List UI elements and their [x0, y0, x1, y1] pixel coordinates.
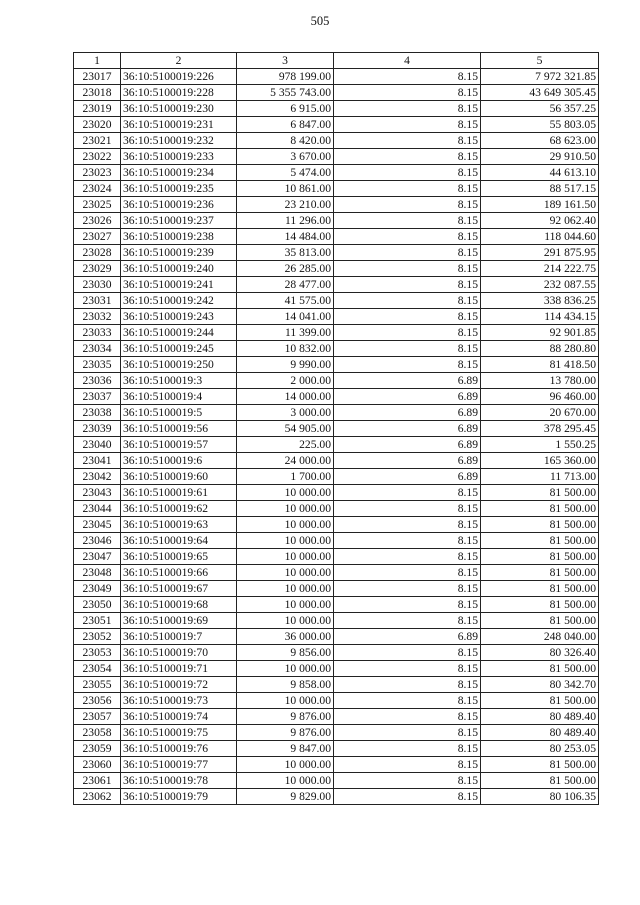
area-cell: 5 474.00: [237, 165, 334, 181]
value-cell: 7 972 321.85: [481, 69, 599, 85]
rate-cell: 8.15: [334, 277, 481, 293]
value-cell: 81 500.00: [481, 533, 599, 549]
table-row: [74, 117, 599, 133]
area-cell: 10 000.00: [237, 661, 334, 677]
cadastral-number-cell: 36:10:5100019:5: [121, 405, 237, 421]
area-cell: 11 399.00: [237, 325, 334, 341]
value-cell: 232 087.55: [481, 277, 599, 293]
row-number-cell: 23041: [74, 453, 121, 469]
row-number-cell: 23021: [74, 133, 121, 149]
value-cell: 13 780.00: [481, 373, 599, 389]
rate-cell: 8.15: [334, 213, 481, 229]
rate-cell: 8.15: [334, 501, 481, 517]
area-cell: 6 847.00: [237, 117, 334, 133]
table-row: [74, 485, 599, 501]
table-row: [74, 693, 599, 709]
row-number-cell: 23023: [74, 165, 121, 181]
cadastral-number-cell: 36:10:5100019:77: [121, 757, 237, 773]
table-body: [74, 69, 599, 805]
table-row: [74, 261, 599, 277]
area-cell: 10 000.00: [237, 757, 334, 773]
value-cell: 81 500.00: [481, 485, 599, 501]
row-number-cell: 23048: [74, 565, 121, 581]
table-row: [74, 325, 599, 341]
value-cell: 81 500.00: [481, 597, 599, 613]
area-cell: 54 905.00: [237, 421, 334, 437]
area-cell: 10 000.00: [237, 501, 334, 517]
cadastral-number-cell: 36:10:5100019:230: [121, 101, 237, 117]
rate-cell: 8.15: [334, 229, 481, 245]
row-number-cell: 23026: [74, 213, 121, 229]
cadastral-number-cell: 36:10:5100019:78: [121, 773, 237, 789]
value-cell: 378 295.45: [481, 421, 599, 437]
cadastral-number-cell: 36:10:5100019:232: [121, 133, 237, 149]
value-cell: 81 418.50: [481, 357, 599, 373]
area-cell: 26 285.00: [237, 261, 334, 277]
table-row: [74, 789, 599, 805]
row-number-cell: 23019: [74, 101, 121, 117]
area-cell: 24 000.00: [237, 453, 334, 469]
rate-cell: 8.15: [334, 197, 481, 213]
row-number-cell: 23062: [74, 789, 121, 805]
table-row: [74, 757, 599, 773]
table-row: [74, 389, 599, 405]
row-number-cell: 23027: [74, 229, 121, 245]
table-row: [74, 357, 599, 373]
cadastral-number-cell: 36:10:5100019:243: [121, 309, 237, 325]
rate-cell: 8.15: [334, 357, 481, 373]
row-number-cell: 23061: [74, 773, 121, 789]
page-number: 505: [310, 14, 330, 28]
value-cell: 114 434.15: [481, 309, 599, 325]
cadastral-number-cell: 36:10:5100019:240: [121, 261, 237, 277]
value-cell: 43 649 305.45: [481, 85, 599, 101]
cadastral-number-cell: 36:10:5100019:65: [121, 549, 237, 565]
table-row: [74, 373, 599, 389]
value-cell: 80 489.40: [481, 725, 599, 741]
table-row: [74, 549, 599, 565]
table-row: [74, 405, 599, 421]
table-row: [74, 165, 599, 181]
value-cell: 92 062.40: [481, 213, 599, 229]
row-number-cell: 23022: [74, 149, 121, 165]
value-cell: 81 500.00: [481, 565, 599, 581]
rate-cell: 8.15: [334, 341, 481, 357]
rate-cell: 8.15: [334, 613, 481, 629]
table-row: [74, 245, 599, 261]
cadastral-number-cell: 36:10:5100019:238: [121, 229, 237, 245]
area-cell: 10 000.00: [237, 533, 334, 549]
table-row: [74, 709, 599, 725]
rate-cell: 8.15: [334, 709, 481, 725]
table-row: [74, 517, 599, 533]
area-cell: 9 990.00: [237, 357, 334, 373]
cadastral-number-cell: 36:10:5100019:56: [121, 421, 237, 437]
value-cell: 44 613.10: [481, 165, 599, 181]
cadastral-number-cell: 36:10:5100019:244: [121, 325, 237, 341]
cadastral-number-cell: 36:10:5100019:233: [121, 149, 237, 165]
value-cell: 11 713.00: [481, 469, 599, 485]
table-row: [74, 101, 599, 117]
cadastral-number-cell: 36:10:5100019:63: [121, 517, 237, 533]
value-cell: 81 500.00: [481, 549, 599, 565]
row-number-cell: 23017: [74, 69, 121, 85]
rate-cell: 6.89: [334, 453, 481, 469]
cadastral-number-cell: 36:10:5100019:7: [121, 629, 237, 645]
area-cell: 9 876.00: [237, 725, 334, 741]
row-number-cell: 23049: [74, 581, 121, 597]
rate-cell: 8.15: [334, 165, 481, 181]
cadastral-number-cell: 36:10:5100019:62: [121, 501, 237, 517]
table-row: [74, 453, 599, 469]
row-number-cell: 23057: [74, 709, 121, 725]
table-row: [74, 229, 599, 245]
value-cell: 81 500.00: [481, 501, 599, 517]
rate-cell: 8.15: [334, 581, 481, 597]
table-row: [74, 581, 599, 597]
cadastral-number-cell: 36:10:5100019:70: [121, 645, 237, 661]
table-row: [74, 85, 599, 101]
rate-cell: 6.89: [334, 469, 481, 485]
rate-cell: 8.15: [334, 757, 481, 773]
rate-cell: 6.89: [334, 421, 481, 437]
row-number-cell: 23051: [74, 613, 121, 629]
row-number-cell: 23028: [74, 245, 121, 261]
table-row: [74, 741, 599, 757]
area-cell: 9 856.00: [237, 645, 334, 661]
value-cell: 81 500.00: [481, 693, 599, 709]
rate-cell: 8.15: [334, 533, 481, 549]
value-cell: 189 161.50: [481, 197, 599, 213]
row-number-cell: 23055: [74, 677, 121, 693]
column-header-2: 2: [121, 53, 237, 69]
value-cell: 81 500.00: [481, 773, 599, 789]
row-number-cell: 23053: [74, 645, 121, 661]
area-cell: 10 000.00: [237, 565, 334, 581]
rate-cell: 8.15: [334, 261, 481, 277]
cadastral-number-cell: 36:10:5100019:4: [121, 389, 237, 405]
rate-cell: 8.15: [334, 133, 481, 149]
area-cell: 225.00: [237, 437, 334, 453]
cadastral-number-cell: 36:10:5100019:241: [121, 277, 237, 293]
cadastral-number-cell: 36:10:5100019:61: [121, 485, 237, 501]
row-number-cell: 23044: [74, 501, 121, 517]
value-cell: 338 836.25: [481, 293, 599, 309]
cadastral-number-cell: 36:10:5100019:57: [121, 437, 237, 453]
table-row: [74, 197, 599, 213]
column-header-4: 4: [334, 53, 481, 69]
area-cell: 35 813.00: [237, 245, 334, 261]
cadastral-number-cell: 36:10:5100019:60: [121, 469, 237, 485]
table-row: [74, 133, 599, 149]
area-cell: 14 000.00: [237, 389, 334, 405]
row-number-cell: 23040: [74, 437, 121, 453]
table-header-row: [74, 53, 599, 69]
row-number-cell: 23058: [74, 725, 121, 741]
value-cell: 1 550.25: [481, 437, 599, 453]
row-number-cell: 23047: [74, 549, 121, 565]
row-number-cell: 23050: [74, 597, 121, 613]
table-row: [74, 501, 599, 517]
cadastral-value-table: [73, 52, 599, 805]
area-cell: 3 670.00: [237, 149, 334, 165]
rate-cell: 8.15: [334, 149, 481, 165]
value-cell: 214 222.75: [481, 261, 599, 277]
area-cell: 10 832.00: [237, 341, 334, 357]
cadastral-number-cell: 36:10:5100019:67: [121, 581, 237, 597]
column-header-5: 5: [481, 53, 599, 69]
value-cell: 96 460.00: [481, 389, 599, 405]
rate-cell: 8.15: [334, 693, 481, 709]
cadastral-number-cell: 36:10:5100019:71: [121, 661, 237, 677]
table-row: [74, 149, 599, 165]
cadastral-number-cell: 36:10:5100019:75: [121, 725, 237, 741]
area-cell: 11 296.00: [237, 213, 334, 229]
table-row: [74, 645, 599, 661]
value-cell: 92 901.85: [481, 325, 599, 341]
rate-cell: 8.15: [334, 325, 481, 341]
area-cell: 14 041.00: [237, 309, 334, 325]
rate-cell: 8.15: [334, 789, 481, 805]
table-row: [74, 613, 599, 629]
table-row: [74, 629, 599, 645]
value-cell: 29 910.50: [481, 149, 599, 165]
rate-cell: 8.15: [334, 677, 481, 693]
cadastral-number-cell: 36:10:5100019:72: [121, 677, 237, 693]
rate-cell: 8.15: [334, 181, 481, 197]
cadastral-number-cell: 36:10:5100019:64: [121, 533, 237, 549]
cadastral-number-cell: 36:10:5100019:73: [121, 693, 237, 709]
row-number-cell: 23024: [74, 181, 121, 197]
area-cell: 9 829.00: [237, 789, 334, 805]
row-number-cell: 23043: [74, 485, 121, 501]
rate-cell: 8.15: [334, 773, 481, 789]
rate-cell: 8.15: [334, 661, 481, 677]
rate-cell: 8.15: [334, 117, 481, 133]
cadastral-number-cell: 36:10:5100019:68: [121, 597, 237, 613]
row-number-cell: 23038: [74, 405, 121, 421]
value-cell: 88 517.15: [481, 181, 599, 197]
cadastral-number-cell: 36:10:5100019:226: [121, 69, 237, 85]
area-cell: 41 575.00: [237, 293, 334, 309]
row-number-cell: 23060: [74, 757, 121, 773]
row-number-cell: 23042: [74, 469, 121, 485]
value-cell: 81 500.00: [481, 613, 599, 629]
value-cell: 80 489.40: [481, 709, 599, 725]
area-cell: 10 000.00: [237, 693, 334, 709]
rate-cell: 6.89: [334, 373, 481, 389]
cadastral-number-cell: 36:10:5100019:235: [121, 181, 237, 197]
rate-cell: 6.89: [334, 629, 481, 645]
table-row: [74, 533, 599, 549]
row-number-cell: 23036: [74, 373, 121, 389]
table-row: [74, 773, 599, 789]
area-cell: 28 477.00: [237, 277, 334, 293]
row-number-cell: 23056: [74, 693, 121, 709]
value-cell: 56 357.25: [481, 101, 599, 117]
value-cell: 248 040.00: [481, 629, 599, 645]
row-number-cell: 23039: [74, 421, 121, 437]
table-row: [74, 69, 599, 85]
area-cell: 8 420.00: [237, 133, 334, 149]
area-cell: 9 858.00: [237, 677, 334, 693]
area-cell: 10 000.00: [237, 581, 334, 597]
value-cell: 291 875.95: [481, 245, 599, 261]
area-cell: 10 000.00: [237, 597, 334, 613]
table-row: [74, 309, 599, 325]
row-number-cell: 23046: [74, 533, 121, 549]
area-cell: 978 199.00: [237, 69, 334, 85]
table-row: [74, 277, 599, 293]
row-number-cell: 23030: [74, 277, 121, 293]
table-row: [74, 421, 599, 437]
cadastral-number-cell: 36:10:5100019:6: [121, 453, 237, 469]
row-number-cell: 23034: [74, 341, 121, 357]
table-row: [74, 437, 599, 453]
cadastral-number-cell: 36:10:5100019:228: [121, 85, 237, 101]
cadastral-number-cell: 36:10:5100019:242: [121, 293, 237, 309]
cadastral-number-cell: 36:10:5100019:239: [121, 245, 237, 261]
cadastral-number-cell: 36:10:5100019:236: [121, 197, 237, 213]
area-cell: 10 000.00: [237, 613, 334, 629]
rate-cell: 8.15: [334, 645, 481, 661]
row-number-cell: 23035: [74, 357, 121, 373]
value-cell: 20 670.00: [481, 405, 599, 421]
table-row: [74, 725, 599, 741]
value-cell: 165 360.00: [481, 453, 599, 469]
cadastral-number-cell: 36:10:5100019:74: [121, 709, 237, 725]
cadastral-number-cell: 36:10:5100019:79: [121, 789, 237, 805]
value-cell: 81 500.00: [481, 517, 599, 533]
value-cell: 81 500.00: [481, 581, 599, 597]
table-row: [74, 677, 599, 693]
row-number-cell: 23025: [74, 197, 121, 213]
area-cell: 36 000.00: [237, 629, 334, 645]
value-cell: 80 253.05: [481, 741, 599, 757]
row-number-cell: 23052: [74, 629, 121, 645]
rate-cell: 8.15: [334, 549, 481, 565]
row-number-cell: 23037: [74, 389, 121, 405]
row-number-cell: 23031: [74, 293, 121, 309]
value-cell: 80 342.70: [481, 677, 599, 693]
value-cell: 80 326.40: [481, 645, 599, 661]
rate-cell: 6.89: [334, 405, 481, 421]
area-cell: 10 861.00: [237, 181, 334, 197]
row-number-cell: 23029: [74, 261, 121, 277]
rate-cell: 8.15: [334, 517, 481, 533]
area-cell: 9 847.00: [237, 741, 334, 757]
table-row: [74, 565, 599, 581]
row-number-cell: 23059: [74, 741, 121, 757]
cadastral-number-cell: 36:10:5100019:231: [121, 117, 237, 133]
row-number-cell: 23054: [74, 661, 121, 677]
rate-cell: 8.15: [334, 309, 481, 325]
value-cell: 68 623.00: [481, 133, 599, 149]
area-cell: 3 000.00: [237, 405, 334, 421]
row-number-cell: 23033: [74, 325, 121, 341]
row-number-cell: 23018: [74, 85, 121, 101]
table-row: [74, 213, 599, 229]
cadastral-number-cell: 36:10:5100019:245: [121, 341, 237, 357]
table-row: [74, 661, 599, 677]
rate-cell: 8.15: [334, 485, 481, 501]
cadastral-number-cell: 36:10:5100019:237: [121, 213, 237, 229]
cadastral-number-cell: 36:10:5100019:69: [121, 613, 237, 629]
value-cell: 81 500.00: [481, 757, 599, 773]
rate-cell: 8.15: [334, 85, 481, 101]
area-cell: 9 876.00: [237, 709, 334, 725]
rate-cell: 8.15: [334, 245, 481, 261]
rate-cell: 8.15: [334, 741, 481, 757]
row-number-cell: 23032: [74, 309, 121, 325]
area-cell: 14 484.00: [237, 229, 334, 245]
area-cell: 10 000.00: [237, 485, 334, 501]
table-row: [74, 597, 599, 613]
value-cell: 80 106.35: [481, 789, 599, 805]
cadastral-number-cell: 36:10:5100019:76: [121, 741, 237, 757]
table-row: [74, 341, 599, 357]
row-number-cell: 23045: [74, 517, 121, 533]
area-cell: 6 915.00: [237, 101, 334, 117]
rate-cell: 8.15: [334, 293, 481, 309]
column-header-3: 3: [237, 53, 334, 69]
area-cell: 10 000.00: [237, 549, 334, 565]
rate-cell: 8.15: [334, 565, 481, 581]
rate-cell: 6.89: [334, 389, 481, 405]
table-row: [74, 293, 599, 309]
area-cell: 1 700.00: [237, 469, 334, 485]
cadastral-number-cell: 36:10:5100019:250: [121, 357, 237, 373]
rate-cell: 6.89: [334, 437, 481, 453]
rate-cell: 8.15: [334, 101, 481, 117]
rate-cell: 8.15: [334, 69, 481, 85]
cadastral-number-cell: 36:10:5100019:234: [121, 165, 237, 181]
area-cell: 23 210.00: [237, 197, 334, 213]
area-cell: 5 355 743.00: [237, 85, 334, 101]
area-cell: 2 000.00: [237, 373, 334, 389]
value-cell: 55 803.05: [481, 117, 599, 133]
value-cell: 88 280.80: [481, 341, 599, 357]
cadastral-number-cell: 36:10:5100019:66: [121, 565, 237, 581]
table-row: [74, 469, 599, 485]
value-cell: 118 044.60: [481, 229, 599, 245]
value-cell: 81 500.00: [481, 661, 599, 677]
area-cell: 10 000.00: [237, 773, 334, 789]
cadastral-number-cell: 36:10:5100019:3: [121, 373, 237, 389]
row-number-cell: 23020: [74, 117, 121, 133]
area-cell: 10 000.00: [237, 517, 334, 533]
rate-cell: 8.15: [334, 725, 481, 741]
column-header-1: 1: [74, 53, 121, 69]
rate-cell: 8.15: [334, 597, 481, 613]
table-row: [74, 181, 599, 197]
